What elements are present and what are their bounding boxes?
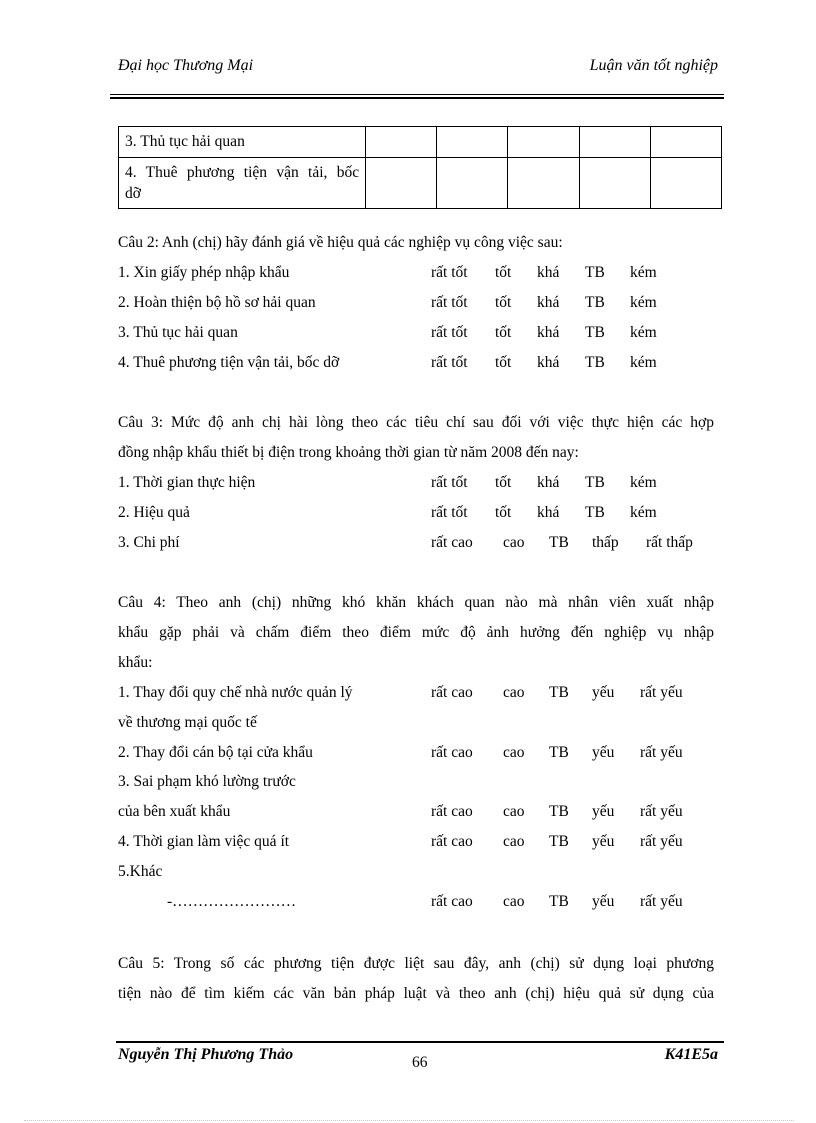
table-cell [579,127,650,158]
q4-item: 3. Sai phạm khó lường trước [118,773,296,790]
footer-author: Nguyễn Thị Phương Thảo [118,1046,294,1063]
table-cell-label-line: 4. Thuê phương tiện vận tải, bốc [125,164,360,181]
header-doc-type: Luận văn tốt nghiệp [589,57,718,74]
q4-item-cont: về thương mại quốc tế [118,714,257,731]
q4-option: yếu [592,684,615,701]
q4-option: cao [503,803,525,820]
q3-option: thấp [592,534,619,551]
question-4-title-cont: khẩu: [118,654,153,671]
q3-option: rất tốt [431,474,468,491]
footer-class: K41E5a [664,1046,718,1063]
table-cell [508,127,579,158]
q4-option: cao [503,684,525,701]
q4-option: cao [503,833,525,850]
q2-item: 2. Hoàn thiện bộ hồ sơ hải quan [118,294,316,311]
q3-option: TB [585,504,605,521]
question-5-title-cont: tiện nào để tìm kiếm các văn bản pháp luật và theo anh (chị) hiệu quả sử dụng của [118,985,714,1002]
q2-option: tốt [495,324,512,341]
table-cell-label: 3. Thủ tục hải quan [119,127,366,158]
q4-option: rất yếu [640,684,683,701]
q3-option: TB [585,474,605,491]
q2-option: rất tốt [431,264,468,281]
q3-option: khá [537,474,560,491]
question-3-title-cont: đồng nhập khẩu thiết bị điện trong khoảng thời gian từ năm 2008 đến nay: [118,444,579,461]
q3-option: cao [503,534,525,551]
page-boundary [24,1120,794,1121]
q4-option: yếu [592,893,615,910]
q3-option: rất cao [431,534,473,551]
q2-option: rất tốt [431,294,468,311]
q4-option: rất yếu [640,744,683,761]
q2-option: khá [537,324,560,341]
q4-option: cao [503,744,525,761]
q2-option: kém [630,324,657,341]
q4-option: rất cao [431,744,473,761]
table-cell [366,127,437,158]
q4-option: rất yếu [640,803,683,820]
q2-option: khá [537,354,560,371]
question-4-title: Câu 4: Theo anh (chị) những khó khăn khách quan nào mà nhân viên xuất nhập [118,594,714,611]
q2-option: tốt [495,264,512,281]
q2-option: tốt [495,354,512,371]
table-row [119,158,722,209]
header-rule [110,94,724,95]
q3-option: rất thấp [646,534,693,551]
q2-item: 4. Thuê phương tiện vận tải, bốc dỡ [118,354,340,371]
q2-option: TB [585,264,605,281]
table-cell [579,158,650,209]
q2-option: kém [630,294,657,311]
q2-option: khá [537,264,560,281]
q3-item: 2. Hiệu quả [118,504,190,521]
question-2-title: Câu 2: Anh (chị) hãy đánh giá về hiệu quả các nghiệp vụ công việc sau: [118,234,563,251]
q2-option: TB [585,294,605,311]
header-rule-thick [110,97,724,99]
q4-item: 5.Khác [118,863,163,880]
q3-option: tốt [495,504,512,521]
q3-option: TB [549,534,569,551]
table-cell [650,158,721,209]
q3-item: 1. Thời gian thực hiện [118,474,256,491]
q3-item: 3. Chi phí [118,534,180,551]
q2-option: tốt [495,294,512,311]
q2-option: kém [630,264,657,281]
q4-option: TB [549,744,569,761]
q4-item: 1. Thay đổi quy chế nhà nước quản lý [118,684,353,701]
table-cell [437,158,508,209]
q4-option: TB [549,803,569,820]
header-university: Đại học Thương Mại [118,57,254,74]
q2-option: rất tốt [431,324,468,341]
table-cell [437,127,508,158]
footer-rule [116,1041,724,1043]
q4-option: rất cao [431,893,473,910]
q4-option: rất cao [431,833,473,850]
question-5-title: Câu 5: Trong số các phương tiện được liệt sau đây, anh (chị) sử dụng loại phương [118,955,714,972]
q3-option: khá [537,504,560,521]
table-row [119,127,722,158]
q4-option: cao [503,893,525,910]
q2-item: 3. Thủ tục hải quan [118,324,238,341]
q4-other-blank: -…………………… [167,893,297,910]
table-cell [650,127,721,158]
q4-option: rất cao [431,684,473,701]
q4-option: yếu [592,744,615,761]
question-3-title: Câu 3: Mức độ anh chị hài lòng theo các tiêu chí sau đối với việc thực hiện các hợp [118,414,714,431]
q3-option: kém [630,504,657,521]
q2-option: TB [585,354,605,371]
question-4-title-cont: khẩu gặp phải và chấm điểm theo điểm mức độ ảnh hưởng đến nghiệp vụ nhập [118,624,714,641]
q4-option: TB [549,893,569,910]
q3-option: tốt [495,474,512,491]
table-cell [508,158,579,209]
q4-option: TB [549,833,569,850]
q4-option: TB [549,684,569,701]
q2-option: kém [630,354,657,371]
q4-option: rất yếu [640,833,683,850]
q3-option: rất tốt [431,504,468,521]
q4-item: 4. Thời gian làm việc quá ít [118,833,290,850]
evaluation-table [118,126,722,209]
table-cell [366,158,437,209]
q4-option: rất cao [431,803,473,820]
table-cell-label [119,158,366,209]
q2-option: TB [585,324,605,341]
q4-option: rất yếu [640,893,683,910]
q2-option: rất tốt [431,354,468,371]
q4-item-cont: của bên xuất khẩu [118,803,231,820]
page-number: 66 [412,1054,428,1071]
q3-option: kém [630,474,657,491]
q4-item: 2. Thay đổi cán bộ tại cửa khẩu [118,744,313,761]
q4-option: yếu [592,833,615,850]
q2-option: khá [537,294,560,311]
table-cell-label-line: dỡ [125,185,141,202]
q2-item: 1. Xin giấy phép nhập khẩu [118,264,290,281]
q4-option: yếu [592,803,615,820]
